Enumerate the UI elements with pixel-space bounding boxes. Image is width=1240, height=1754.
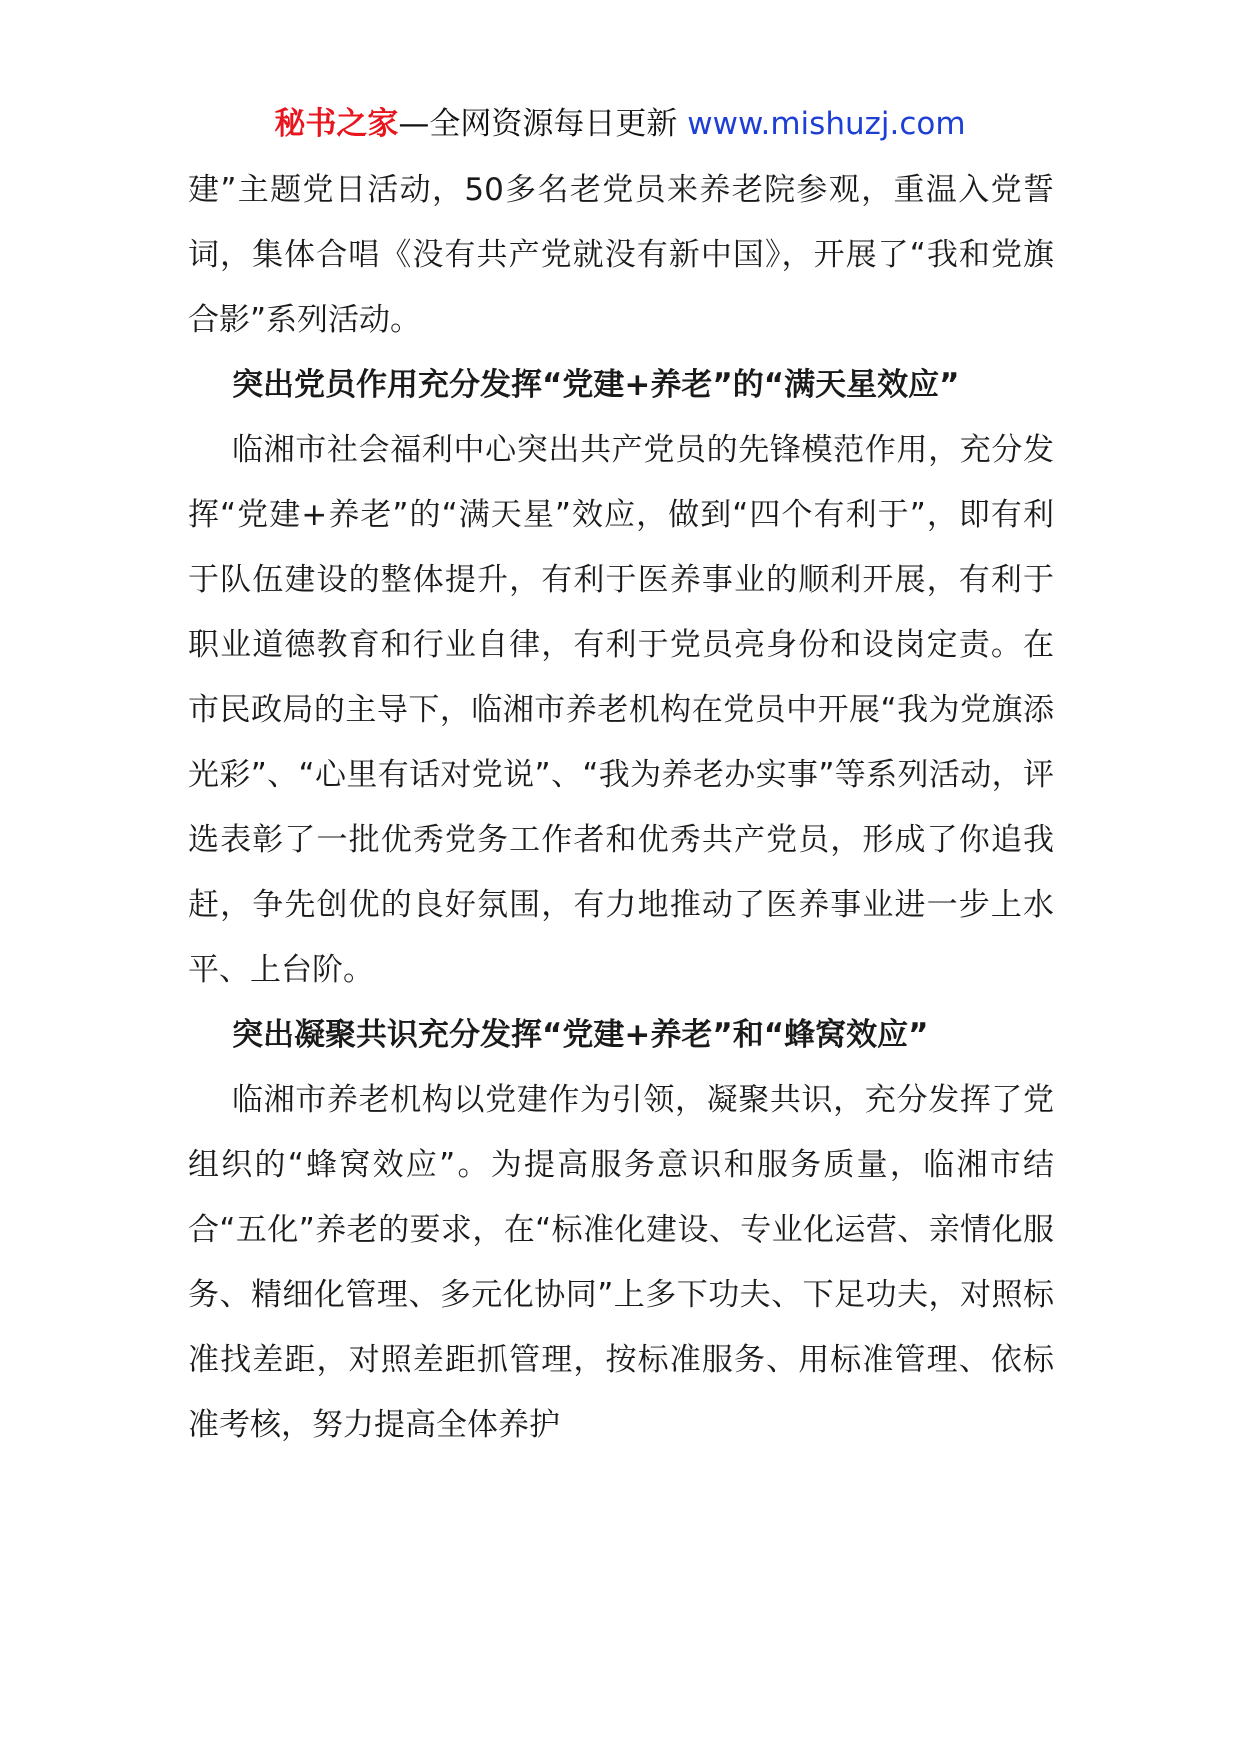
paragraph-continued: 建”主题党日活动，50多名老党员来养老院参观，重温入党誓词，集体合唱《没有共产党就没有新中国》，开展了“我和党旗合影”系列活动。 bbox=[188, 172, 1054, 338]
paragraph-section-2: 临湘市养老机构以党建作为引领，凝聚共识，充分发挥了党组织的“蜂窝效应”。为提高服务意识和服务质量，临湘市结合“五化”养老的要求，在“标准化建设、专业化运营、亲情化服务、精细化管理、多元化协同”上多下功夫、下足功夫，对照标准找差距，对照差距抓管理，按标准服务、用标准管理、依标准考核，努力提高全体养护 bbox=[188, 1082, 1054, 1443]
header-url-link[interactable]: www.mishuzj.com bbox=[687, 106, 966, 142]
paragraph-section-1: 临湘市社会福利中心突出共产党员的先锋模范作用，充分发挥“党建+养老”的“满天星”效应，做到“四个有利于”，即有利于队伍建设的整体提升，有利于医养事业的顺利开展，有利于职业道德教育和行业自律，有利于党员亮身份和设岗定责。在市民政局的主导下，临湘市养老机构在党员中开展“我为党旗添光彩”、“心里有话对党说”、“我为养老办实事”等系列活动，评选表彰了一批优秀党务工作者和优秀共产党员，形成了你追我赶，争先创优的良好氛围，有力地推动了医养事业进一步上水平、上台阶。 bbox=[188, 432, 1054, 988]
header-tagline: —全网资源每日更新 bbox=[398, 106, 678, 142]
section-heading-2: 突出凝聚共识充分发挥“党建+养老”和“蜂窝效应” bbox=[232, 1017, 929, 1053]
brand-name: 秘书之家 bbox=[274, 106, 399, 142]
section-heading-1: 突出党员作用充分发挥“党建+养老”的“满天星效应” bbox=[232, 367, 960, 403]
document-body bbox=[188, 158, 1054, 1458]
page-header bbox=[0, 102, 1240, 146]
